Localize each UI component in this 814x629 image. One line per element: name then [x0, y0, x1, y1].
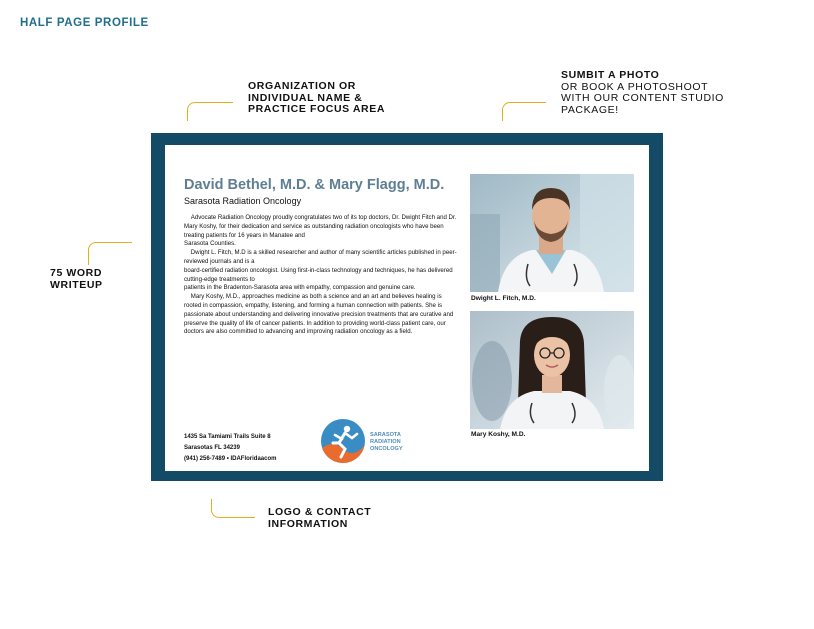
callout-logo-contact-line: INFORMATION — [268, 517, 348, 530]
page-heading: HALF PAGE PROFILE — [20, 17, 149, 29]
doctor-caption-2: Mary Koshy, M.D. — [471, 431, 526, 438]
callout-writeup-line: WRITEUP — [50, 278, 103, 291]
callout-photo-line: SUMBIT A PHOTO — [561, 69, 660, 81]
contact-info — [184, 432, 314, 464]
writeup-paragraph — [184, 249, 460, 267]
leader-curve-photo — [502, 102, 511, 121]
writeup-text: Sarasota Counties. — [184, 240, 236, 248]
writeup-text: Dwight L. Fitch, M.D is a skilled researcher and author of many scientific articles published in peer-reviewed journals and is a — [184, 249, 457, 265]
ad-panel — [165, 145, 649, 471]
writeup-paragraph — [184, 214, 460, 240]
writeup-paragraph — [184, 284, 460, 293]
contact-address-line1: 1435 Sa Tamiami Trails Suite 8 — [184, 434, 271, 440]
callout-organization-line: PRACTICE FOCUS AREA — [248, 103, 386, 115]
callout-organization-line: INDIVIDUAL NAME & — [248, 91, 363, 104]
doctor-photo-1 — [470, 174, 634, 292]
ad-title: David Bethel, M.D. & Mary Flagg, M.D. — [184, 177, 445, 193]
callout-logo-contact — [268, 507, 371, 530]
writeup-paragraph — [184, 293, 460, 337]
contact-phone-web: (941) 256-7489 • IDAFloridaacom — [184, 455, 277, 462]
callout-logo-contact-line: LOGO & CONTACT — [268, 506, 372, 518]
logo-word: ONCOLOGY — [370, 446, 403, 452]
logo-runner-icon — [321, 419, 365, 463]
writeup-paragraph — [184, 240, 460, 249]
doctor-photo-2 — [470, 311, 634, 429]
leader-line-logo-contact — [219, 517, 255, 518]
leader-curve-writeup — [88, 242, 97, 265]
ad-writeup — [184, 214, 460, 337]
leader-line-photo — [510, 102, 546, 103]
callout-photo-line: WITH OUR CONTENT STUDIO — [561, 92, 724, 104]
doctor-caption-1: Dwight L. Fitch, M.D. — [471, 295, 536, 302]
writeup-text: board-certified radiation oncologist. Using first-in-class technology and techniques, he has delivered cutting-edge treatments to — [184, 266, 453, 283]
writeup-text: Mary Koshy, M.D., approaches medicine as both a science and an art and believes healing is rooted in compassion, empathy, listening, and forming a human connection with patients. She is passionate about understanding and delivering innovative precision treatments that are curative and preserve the quality of life of cancer patients. In addition to providing world-class patient care, our doctors are also committed to advancing and improving radiation oncology as a field. — [184, 293, 454, 336]
leader-line-organization — [195, 102, 233, 103]
writeup-text: Advocate Radiation Oncology proudly congratulates two of its top doctors, Dr. Dwight Fitch and Dr. Mary Koshy, for their dedication and service as outstanding radiation oncologists who have been treating patients for 16 years in Manatee and — [184, 214, 457, 239]
writeup-text: patients in the Bradenton-Sarasota area with empathy, compassion and genuine care. — [184, 284, 416, 292]
ad-frame — [151, 133, 663, 481]
writeup-paragraph — [184, 267, 460, 285]
logo-word: SARASOTA — [370, 432, 401, 438]
callout-organization — [248, 81, 385, 116]
callout-writeup — [50, 268, 103, 291]
ad-subtitle: Sarasota Radiation Oncology — [184, 196, 302, 206]
callout-photo-line: OR BOOK A PHOTOSHOOT — [561, 80, 709, 93]
callout-photo-line: PACKAGE! — [561, 103, 619, 116]
leader-curve-logo-contact — [211, 499, 220, 518]
contact-address-line2: Sarasotas FL 34239 — [184, 444, 240, 451]
logo-wordmark — [370, 432, 403, 453]
practice-logo — [321, 418, 417, 468]
callout-writeup-line: 75 WORD — [50, 267, 103, 279]
leader-curve-organization — [187, 102, 196, 121]
callout-organization-line: ORGANIZATION OR — [248, 80, 356, 92]
callout-photo — [561, 70, 724, 116]
logo-word: RADIATION — [370, 439, 401, 445]
leader-line-writeup — [96, 242, 132, 243]
